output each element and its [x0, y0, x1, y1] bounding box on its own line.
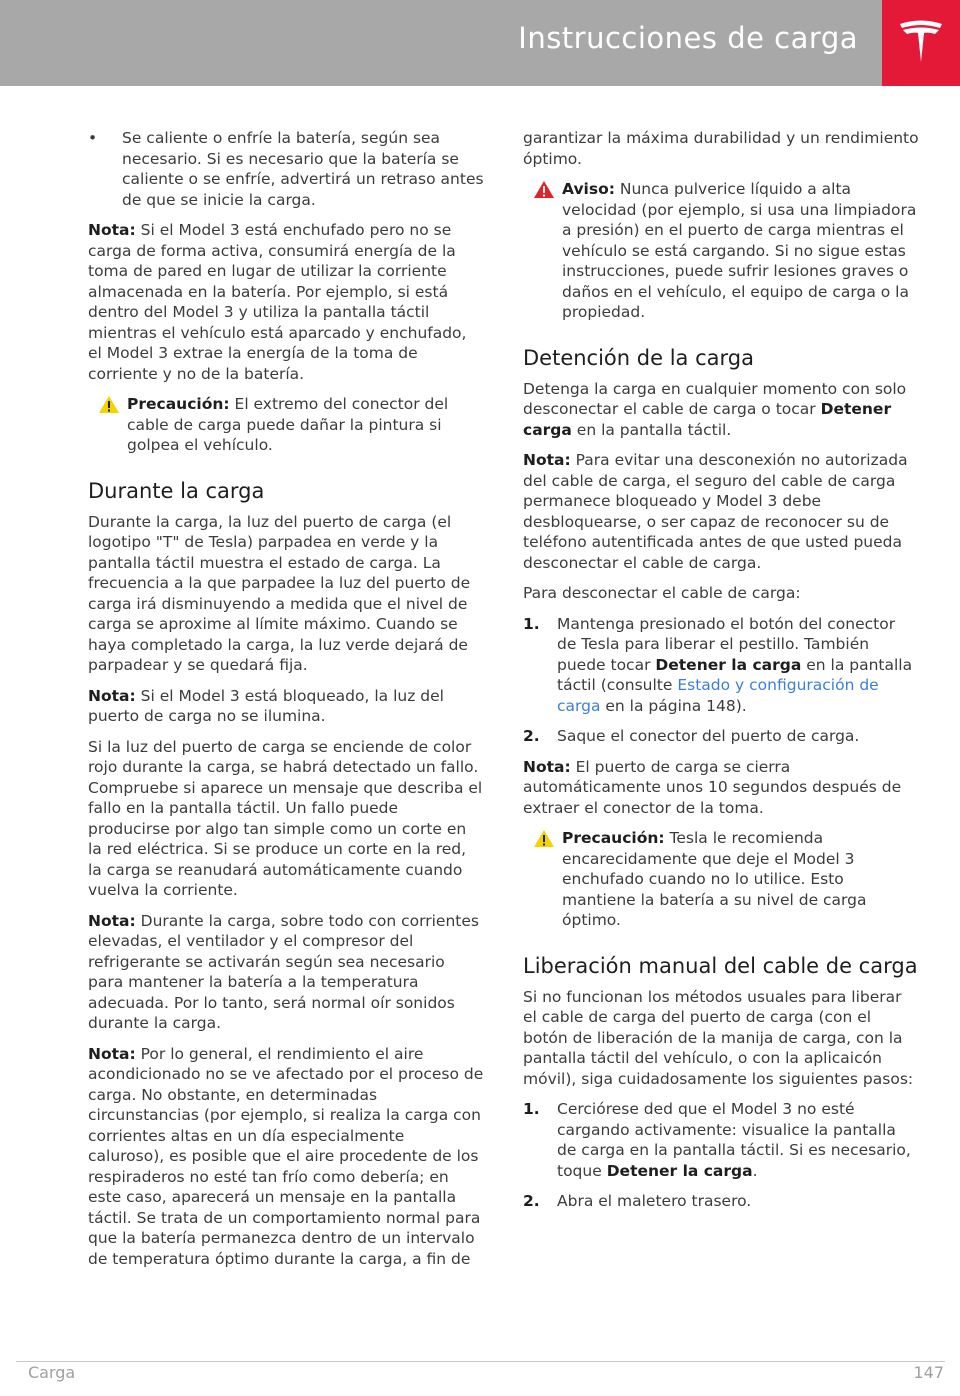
page-header	[0, 0, 960, 86]
bullet-text: Se caliente o enfríe la batería, según sea necesario. Si es necesario que la batería se caliente o se enfríe, advertirá un retraso antes de que se inicie la carga.	[122, 129, 484, 209]
caution-label: Precaución:	[127, 395, 230, 413]
link-charge-settings[interactable]: Estado y configuración de carga	[557, 676, 879, 715]
step-text: Abra el maletero trasero.	[557, 1192, 752, 1210]
warning-text: Nunca pulverice líquido a alta velocidad (por ejemplo, si usa una limpiadora a presión) en el puerto de carga mientras el vehículo se está cargando. Si no sigue estas instrucciones, puede sufrir lesiones graves o daños en el vehículo, el equipo de carga o la propiedad.	[562, 180, 917, 321]
bullet-item	[88, 128, 484, 210]
stop-charge-term: Detener la carga	[606, 1161, 753, 1180]
warning-pressure-washer	[523, 179, 919, 323]
note-fan	[88, 911, 484, 1034]
step-item	[523, 1191, 919, 1212]
bullet-dot: •	[88, 129, 98, 147]
caution-text: Tesla le recomienda encarecidamente que deje el Model 3 enchufado cuando no lo utilice. Esto mantiene la batería a su nivel de carga óptimo.	[562, 829, 867, 929]
step-text-before: Mantenga presionado el botón del conector de Tesla para liberar el pestillo. También puede tocar	[557, 614, 896, 674]
note-locked	[88, 686, 484, 727]
caution-icon	[533, 829, 555, 848]
note-text: Si el Model 3 está enchufado pero no se carga de forma activa, consumirá energía de la toma de pared en lugar de utilizar la corriente almacenada en la batería. Por ejemplo, si está dentro del Model 3 y utiliza la pantalla táctil mientras el vehículo está aparcado y enchufado, el Model 3 extrae la energía de la toma de corriente y no de la batería.	[88, 221, 467, 383]
stop-charge-term: Detener la carga	[655, 655, 802, 674]
note-label: Nota:	[88, 221, 136, 239]
step-text-mid: en la pantalla táctil (consulte	[557, 655, 913, 694]
note-text: Si el Model 3 está bloqueado, la luz del puerto de carga no se ilumina.	[88, 686, 444, 725]
step-item	[523, 614, 919, 717]
heading-manual-release: Liberación manual del cable de carga	[523, 953, 918, 978]
note-air-conditioning	[88, 1044, 484, 1270]
heading-stop-charging: Detención de la carga	[523, 345, 754, 370]
caution-icon	[98, 395, 120, 414]
step-number: 2.	[523, 1192, 540, 1210]
step-text: Saque el conector del puerto de carga.	[557, 727, 860, 745]
note-text: El puerto de carga se cierra automáticamente unos 10 segundos después de extraer el conector de la toma.	[523, 757, 902, 817]
paragraph-continuation: garantizar la máxima durabilidad y un rendimiento óptimo.	[523, 129, 919, 168]
note-text: Por lo general, el rendimiento el aire acondicionado no se ve afectado por el proceso de carga. No obstante, en determinadas circunstancias (por ejemplo, si realiza la carga con corrientes altas en un día especialmente caluroso), es posible que el aire procedente de los respiraderos no esté tan frío como debería; en este caso, aparecerá un mensaje en la pantalla táctil. Se trata de un comportamiento normal para que la batería permanezca dentro de un intervalo de temperatura óptimo durante la carga, a fin de	[88, 1044, 484, 1268]
warning-label: Aviso:	[562, 180, 615, 198]
left-column	[88, 128, 484, 1279]
warning-icon	[533, 180, 555, 199]
footer-divider	[16, 1361, 945, 1362]
step-text-after: .	[752, 1161, 758, 1180]
step-item	[523, 726, 919, 747]
caution-label: Precaución:	[562, 829, 665, 847]
paragraph-stop-charging	[523, 379, 919, 441]
step-text-after: en la página 148).	[600, 696, 747, 715]
page-title: Instrucciones de carga	[518, 21, 858, 55]
tesla-t-logo-icon	[898, 18, 944, 68]
stop-text-after: en la pantalla táctil.	[571, 420, 732, 439]
paragraph-manual-release: Si no funcionan los métodos usuales para liberar el cable de carga del puerto de carga (con el botón de liberación de la manija de carga, con la pantalla táctil del vehículo, o con la aplicaicón móvil), siga cuidadosamente los siguientes pasos:	[523, 987, 914, 1088]
step-text-before: Cerciórese ded que el Model 3 no esté cargando activamente: visualice la pantalla de carga en la pantalla táctil. Si es necesario, toque	[557, 1100, 911, 1180]
note-text: Durante la carga, sobre todo con corrientes elevadas, el ventilador y el compresor del refrigerante se activarán según sea necesario para mantener la batería a la temperatura adecuada. Por lo tanto, será normal oír sonidos durante la carga.	[88, 911, 479, 1032]
note-port-closes	[523, 757, 919, 819]
stop-charge-term: Detener carga	[523, 400, 892, 439]
paragraph-disconnect-intro: Para desconectar el cable de carga:	[523, 584, 801, 602]
step-item	[523, 1099, 919, 1181]
caution-connector	[88, 394, 484, 456]
footer-section-name: Carga	[28, 1363, 76, 1382]
note-label: Nota:	[523, 757, 571, 776]
paragraph-charge-light: Durante la carga, la luz del puerto de carga (el logotipo "T" de Tesla) parpadea en verde y la pantalla táctil muestra el estado de carga. La frecuencia a la que parpadee la luz del puerto de carga irá disminuyendo a medida que el nivel de carga se aproxime al límite máximo. Cuando se haya completado la carga, la luz verde dejará de parpadear y se quedará fija.	[88, 512, 471, 674]
note-label: Nota:	[88, 1044, 136, 1063]
note-text: Para evitar una desconexión no autorizada del cable de carga, el seguro del cable de carga permanece bloqueado y Model 3 debe desbloquearse, o ser capaz de reconocer su de teléfono autentificada antes de que usted pueda desconectar el cable de carga.	[523, 451, 908, 572]
tesla-logo	[882, 0, 960, 86]
step-number: 2.	[523, 727, 540, 745]
page-number: 147	[913, 1363, 944, 1382]
note-label: Nota:	[88, 911, 136, 930]
note-plugged-in	[88, 220, 484, 384]
note-cable-lock	[523, 450, 919, 573]
note-label: Nota:	[88, 686, 136, 705]
paragraph-red-light: Si la luz del puerto de carga se enciende de color rojo durante la carga, se habrá detectado un fallo. Compruebe si aparece un mensaje que describa el fallo en la pantalla táctil. Un fallo puede producirse por algo tan simple como un corte en la red eléctrica. Si se produce un corte en la red, la carga se reanudará automáticamente cuando vuelva la corriente.	[88, 737, 483, 899]
step-number: 1.	[523, 1100, 540, 1118]
note-label: Nota:	[523, 451, 571, 469]
step-number: 1.	[523, 614, 540, 633]
caution-keep-plugged	[523, 828, 919, 931]
caution-text: El extremo del conector del cable de carga puede dañar la pintura si golpea el vehículo.	[127, 395, 449, 454]
right-column	[523, 128, 919, 1222]
heading-during-charging: Durante la carga	[88, 478, 265, 503]
stop-text-before: Detenga la carga en cualquier momento con solo desconectar el cable de carga o tocar	[523, 379, 907, 418]
